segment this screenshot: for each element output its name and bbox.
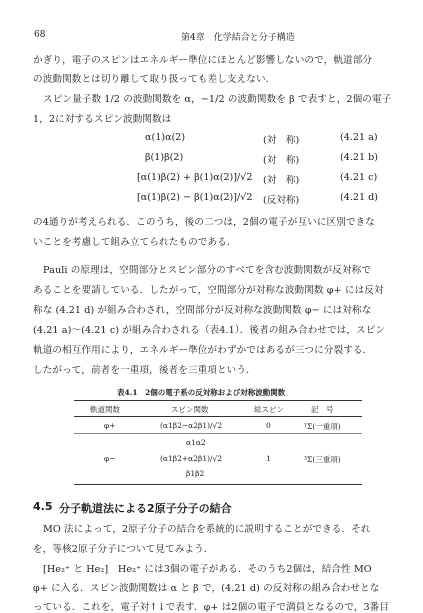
paragraph-line: スピン量子数 1/2 の波動関数を α，−1/2 の波動関数を β で表すと，2個の電子 bbox=[43, 94, 392, 105]
equation-number: (4.21 c) bbox=[340, 172, 378, 183]
equation-symmetry: (対 称) bbox=[263, 155, 300, 166]
paragraph-line: 軌道の相互作用により，エネルギー準位がわずかではあるが三つに分裂する． bbox=[33, 345, 373, 356]
paragraph-line: [He₂⁺ と He₂] He₂⁺ には3個の電子がある．そのうち2個は，結合性 MO bbox=[43, 564, 372, 575]
table-header: 総スピン bbox=[254, 405, 284, 414]
section-title: 分子軌道法による2原子分子の結合 bbox=[59, 502, 232, 515]
chapter-title: 第4章 化学結合と分子構造 bbox=[181, 33, 295, 43]
equation-expr: [α(1)β(2) + β(1)α(2)]/√2 bbox=[137, 172, 253, 183]
equation-number: (4.21 b) bbox=[340, 152, 379, 163]
paragraph-line: φ+ に入る．スピン波動関数は α と β で，(4.21 d) の反対称の組み合わせとな bbox=[33, 583, 380, 594]
paragraph-line: 1，2に対するスピン波動関数は bbox=[33, 114, 172, 125]
paragraph-line: MO 法によって，2原子分子の結合を系統的に説明することができる．それ bbox=[43, 524, 371, 535]
table-row-rule bbox=[74, 433, 362, 434]
paragraph-line: 称な (4.21 d) が組み合わされ，空間部分が反対称な波動関数 φ− には対称な bbox=[33, 305, 372, 316]
section-number: 4.5 bbox=[33, 500, 53, 513]
equation-number: (4.21 a) bbox=[340, 132, 378, 143]
table-cell-spin: (α1β2−α2β1)/√2 bbox=[160, 421, 223, 430]
paragraph-line: っている．これを，電子対↑↓で表す．φ+ は2個の電子で満員となるので，3番目 bbox=[33, 602, 390, 613]
table-header: スピン関数 bbox=[171, 405, 209, 414]
paragraph-line: Pauli の原理は，空間部分とスピン部分のすべてを含む波動関数が反対称で bbox=[43, 265, 372, 276]
table-top-rule bbox=[74, 400, 362, 401]
paragraph-line: あることを要請している．したがって，空間部分が対称な波動関数 φ+ には反対 bbox=[33, 285, 384, 296]
paragraph-line: かぎり，電子のスピンはエネルギー準位にほとんど影響しないので，軌道部分 bbox=[33, 55, 373, 66]
equation-expr: β(1)β(2) bbox=[145, 152, 184, 163]
paragraph-line: (4.21 a)〜(4.21 c) が組み合わされる（表4.1）．後者の組み合わせでは，スピン bbox=[33, 325, 386, 336]
table-cell-orbital: φ− bbox=[104, 454, 116, 463]
table-header: 軌道関数 bbox=[90, 405, 120, 414]
table-cell-symbol: ³Σ(三重項) bbox=[304, 455, 341, 464]
paragraph-line: の波動関数とは切り離して取り扱っても差し支えない． bbox=[33, 74, 276, 85]
equation-symmetry: (反対称) bbox=[263, 195, 300, 206]
equation-symmetry: (対 称) bbox=[263, 175, 300, 186]
page-number: 68 bbox=[34, 30, 46, 40]
paragraph-line: したがって，前者を一重項，後者を三重項という． bbox=[33, 365, 256, 376]
table-cell-spin: β1β2 bbox=[186, 469, 205, 478]
table-header-rule bbox=[74, 416, 362, 417]
table-cell-orbital: φ+ bbox=[104, 421, 116, 430]
table-bottom-rule bbox=[74, 484, 362, 485]
equation-number: (4.21 d) bbox=[340, 192, 379, 203]
table-cell-total: 0 bbox=[266, 421, 271, 430]
table-cell-spin: α1α2 bbox=[186, 438, 206, 447]
table-caption: 表4.1 2個の電子系の反対称および対称波動関数 bbox=[117, 388, 286, 397]
paragraph-line: を，等核2原子分子について見てみよう． bbox=[33, 544, 214, 555]
equation-expr: α(1)α(2) bbox=[145, 132, 186, 143]
equation-symmetry: (対 称) bbox=[263, 135, 300, 146]
paragraph-line: の4通りが考えられる．このうち，後の二つは，2個の電子が互いに区別できな bbox=[33, 217, 375, 228]
table-cell-spin: (α1β2+α2β1)/√2 bbox=[160, 454, 223, 463]
paragraph-line: いことを考慮して組み立てられたものである． bbox=[33, 237, 237, 248]
table-cell-total: 1 bbox=[266, 454, 271, 463]
table-cell-symbol: ¹Σ(一重項) bbox=[304, 422, 341, 431]
table-header: 記 号 bbox=[311, 405, 334, 414]
equation-expr: [α(1)β(2) − β(1)α(2)]/√2 bbox=[137, 192, 253, 203]
